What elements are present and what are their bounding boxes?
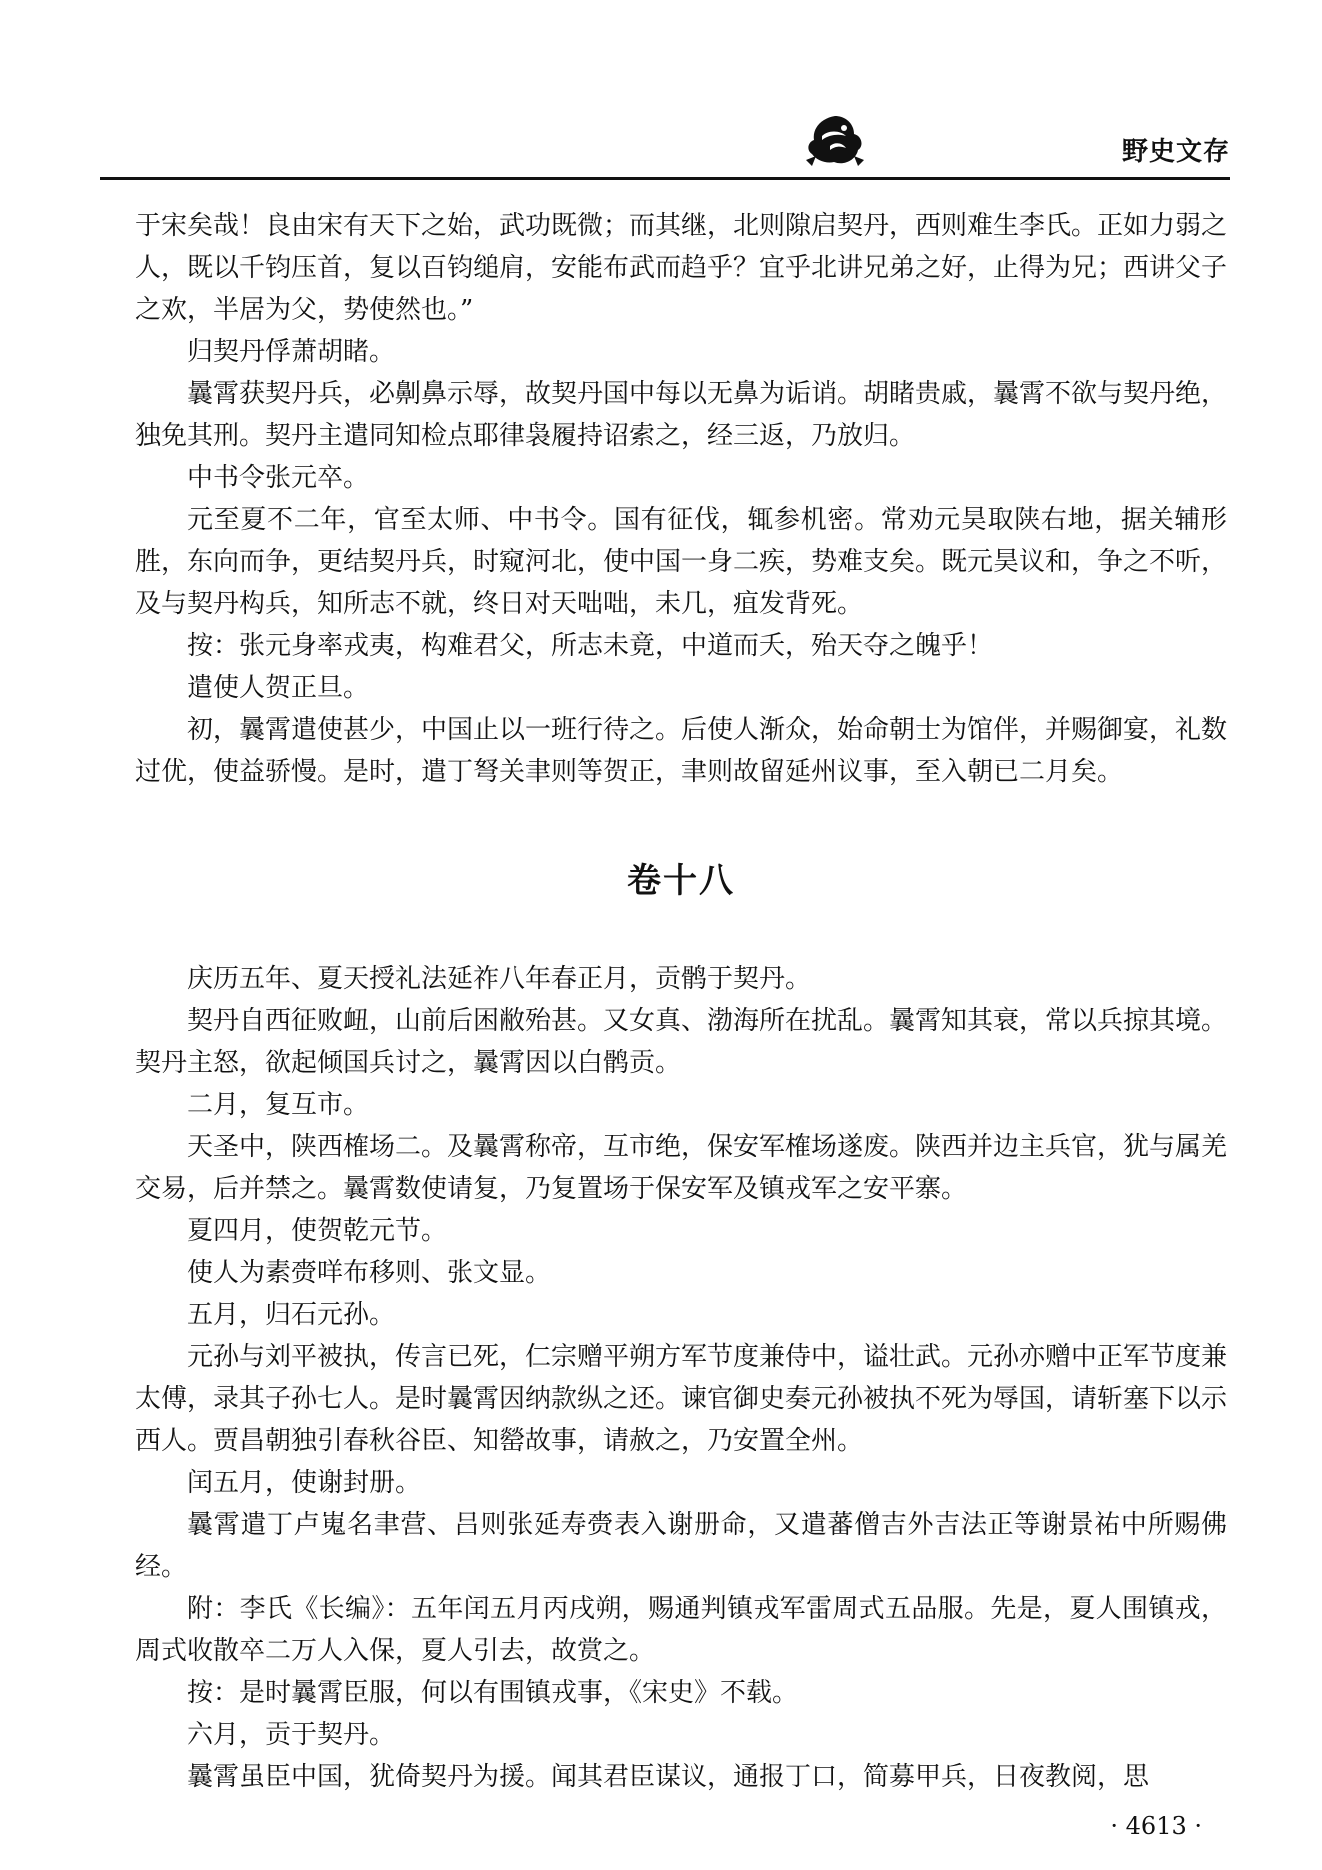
paragraph: 二月，复互市。 xyxy=(187,1090,370,1120)
paragraph: 初，曩霄遣使甚少，中国止以一班行待之。后使人渐众，始命朝士为馆伴，并赐御宴，礼数过优，使益骄慢。是时，遣丁弩关聿则等贺正，聿则故留延州议事，至入朝已二月矣。 xyxy=(135,715,1228,787)
page-number: · 4613 · xyxy=(1110,1812,1202,1840)
paragraph: 庆历五年、夏天授礼法延祚八年春正月，贡鹘于契丹。 xyxy=(187,964,812,994)
page-body xyxy=(135,205,1227,1798)
paragraph: 元至夏不二年，官至太师、中书令。国有征伐，辄参机密。常劝元昊取陕右地，据关辅形胜，东向而争，更结契丹兵，时窥河北，使中国一身二疾，势难支矣。既元昊议和，争之不听，及与契丹构兵，知所志不就，终日对天咄咄，未几，疽发背死。 xyxy=(135,505,1228,619)
paragraph: 附：李氏《长编》：五年闰五月丙戌朔，赐通判镇戎军雷周式五品服。先是，夏人围镇戎，周式收散卒二万人入保，夏人引去，故赏之。 xyxy=(135,1594,1227,1666)
paragraph: 曩霄获契丹兵，必劓鼻示辱，故契丹国中每以无鼻为诟诮。胡睹贵戚，曩霄不欲与契丹绝，独免其刑。契丹主遣同知检点耶律袅履持诏索之，经三返，乃放归。 xyxy=(135,379,1228,451)
paragraph: 契丹自西征败衄，山前后困敝殆甚。又女真、渤海所在扰乱。曩霄知其衰，常以兵掠其境。契丹主怒，欲起倾国兵讨之，曩霄因以白鹘贡。 xyxy=(135,1006,1228,1078)
chapter-title: 卷十八 xyxy=(627,861,735,901)
page-header xyxy=(100,100,1230,180)
paragraph: 夏四月，使贺乾元节。 xyxy=(187,1216,448,1246)
paragraph: 元孙与刘平被执，传言已死，仁宗赠平朔方军节度兼侍中，谥壮武。元孙亦赠中正军节度兼太傅，录其子孙七人。是时曩霄因纳款纵之还。谏官御史奏元孙被执不死为辱国，请斩塞下以示西人。贾昌朝独引春秋谷臣、知罃故事，请赦之，乃安置全州。 xyxy=(135,1342,1228,1456)
section-bottom xyxy=(135,958,1227,1798)
paragraph: 遣使人贺正旦。 xyxy=(187,673,370,703)
paragraph: 按：是时曩霄臣服，何以有围镇戎事，《宋史》不载。 xyxy=(187,1678,799,1708)
series-title: 野史文存 xyxy=(1121,137,1230,167)
paragraph: 五月，归石元孙。 xyxy=(187,1300,396,1330)
dragon-emblem-icon xyxy=(800,110,870,174)
paragraph: 中书令张元卒。 xyxy=(187,463,370,493)
paragraph: 曩霄遣丁卢嵬名聿营、吕则张延寿赍表入谢册命，又遣蕃僧吉外吉法正等谢景祐中所赐佛经。 xyxy=(135,1510,1227,1582)
paragraph: 曩霄虽臣中国，犹倚契丹为援。闻其君臣谋议，通报丁口，简募甲兵，日夜教阅，思 xyxy=(187,1762,1150,1792)
paragraph: 于宋矣哉！良由宋有天下之始，武功既微；而其继，北则隙启契丹，西则难生李氏。正如力弱之人，既以千钧压首，复以百钧缒肩，安能布武而趋乎？宜乎北讲兄弟之好，止得为兄；西讲父子之欢，半居为父，势使然也。” xyxy=(135,211,1228,325)
paragraph: 按：张元身率戎夷，构难君父，所志未竟，中道而夭，殆天夺之魄乎！ xyxy=(187,631,994,661)
paragraph: 六月，贡于契丹。 xyxy=(187,1720,396,1750)
paragraph: 闰五月，使谢封册。 xyxy=(187,1468,422,1498)
paragraph: 天圣中，陕西榷场二。及曩霄称帝，互市绝，保安军榷场遂废。陕西并边主兵官，犹与属羌交易，后并禁之。曩霄数使请复，乃复置场于保安军及镇戎军之安平寨。 xyxy=(135,1132,1228,1204)
paragraph: 使人为素赍咩布移则、张文显。 xyxy=(187,1258,552,1288)
paragraph: 归契丹俘萧胡睹。 xyxy=(187,337,396,367)
section-top xyxy=(135,205,1227,793)
header-rule xyxy=(100,177,1230,180)
